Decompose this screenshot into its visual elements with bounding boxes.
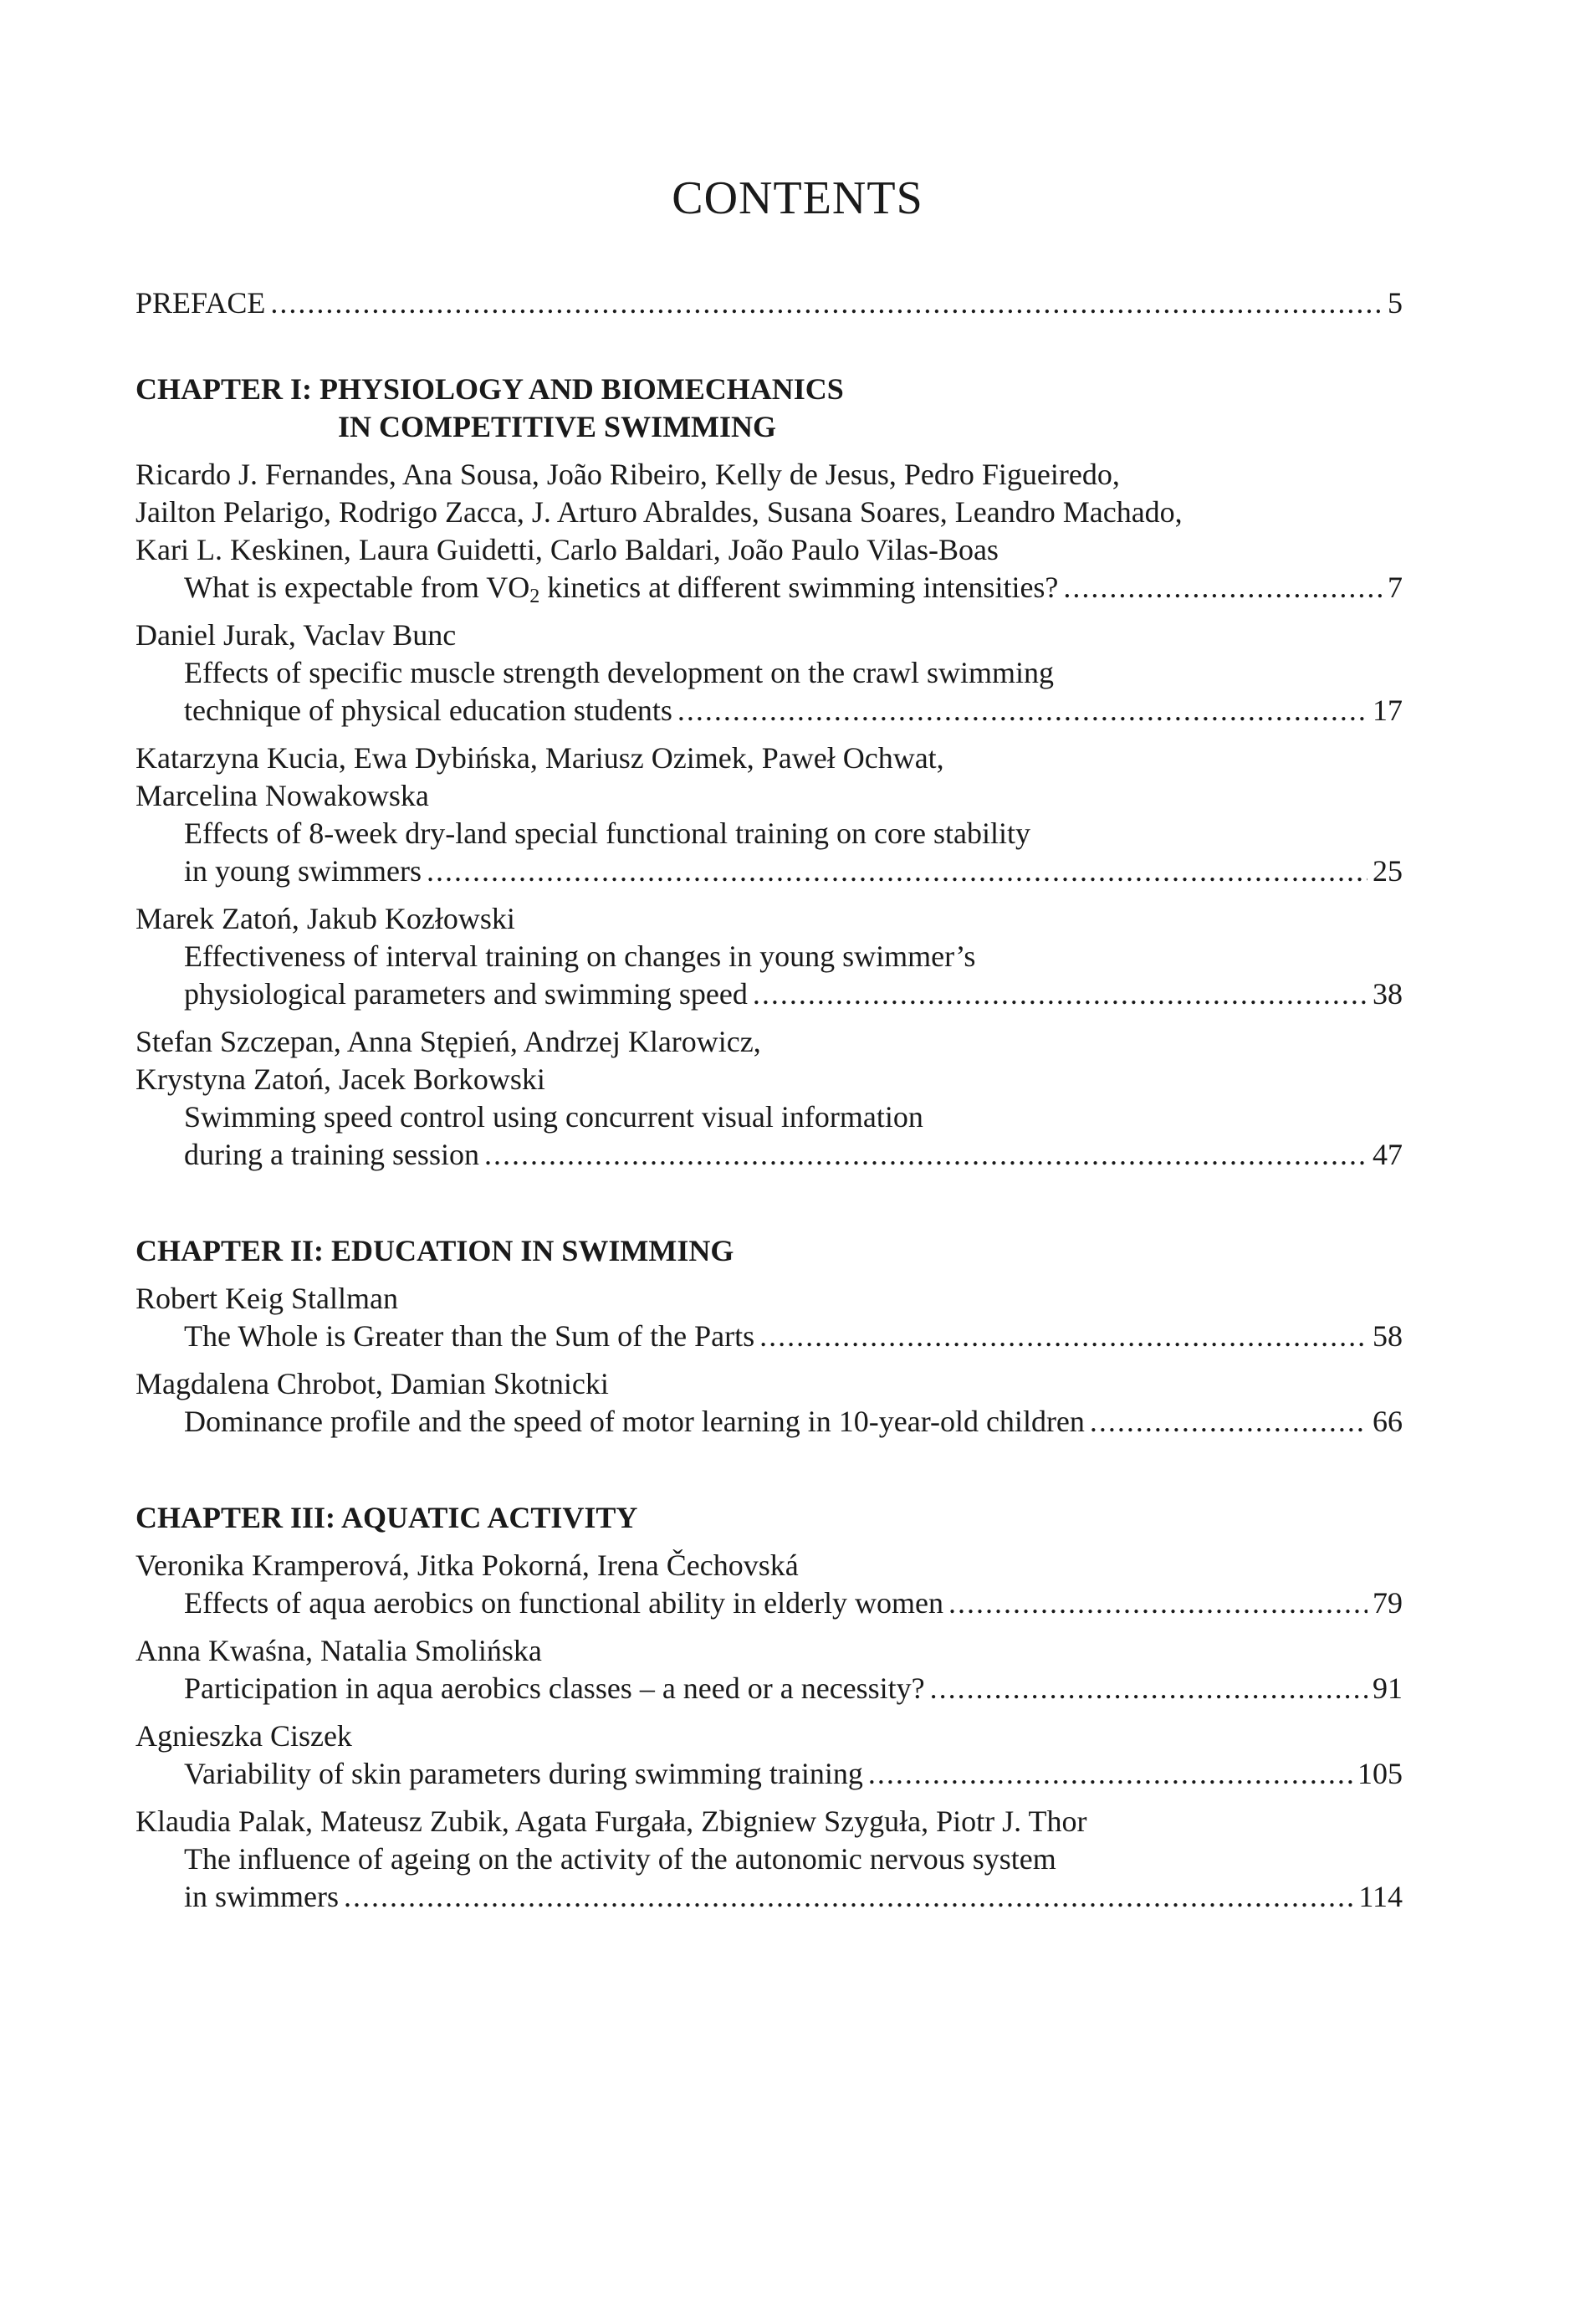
toc-entry[interactable] xyxy=(135,456,1403,607)
page-number: 7 xyxy=(1388,571,1403,604)
page-number: 114 xyxy=(1358,1880,1403,1913)
page-number: 38 xyxy=(1373,977,1403,1011)
toc-entry-preface[interactable] xyxy=(135,284,1403,322)
toc-entry[interactable] xyxy=(135,1547,1403,1622)
page-number: 91 xyxy=(1373,1671,1403,1705)
table-of-contents xyxy=(135,284,1403,1926)
dot-leader xyxy=(1090,1403,1368,1441)
entry-authors: Kari L. Keskinen, Laura Guidetti, Carlo Baldari, João Paulo Vilas-Boas xyxy=(135,533,999,566)
entry-authors: Veronika Kramperová, Jitka Pokorná, Irena Čechovská xyxy=(135,1548,799,1582)
entry-title: Effects of 8-week dry-land special functional training on core stability xyxy=(184,816,1030,850)
chapter-heading: CHAPTER II: EDUCATION IN SWIMMING xyxy=(135,1234,734,1267)
entry-title-row xyxy=(135,1403,1403,1441)
entry-title-row xyxy=(135,1755,1403,1793)
entry-title-row xyxy=(135,1136,1403,1174)
dot-leader xyxy=(270,284,1383,322)
chapter-heading: CHAPTER I: PHYSIOLOGY AND BIOMECHANICS xyxy=(135,372,844,406)
dot-leader xyxy=(930,1670,1368,1707)
entry-authors: Katarzyna Kucia, Ewa Dybińska, Mariusz Ozimek, Paweł Ochwat, xyxy=(135,741,944,775)
chapter-heading: CHAPTER III: AQUATIC ACTIVITY xyxy=(135,1501,638,1534)
dot-leader xyxy=(484,1136,1368,1174)
entry-title-row xyxy=(135,1318,1403,1355)
toc-entry[interactable] xyxy=(135,740,1403,890)
entry-authors: Marcelina Nowakowska xyxy=(135,779,429,812)
dot-leader xyxy=(759,1318,1368,1355)
toc-entry[interactable] xyxy=(135,1717,1403,1793)
page-number: 79 xyxy=(1373,1586,1403,1620)
entry-title: in swimmers xyxy=(184,1880,339,1913)
entry-title-row xyxy=(135,1878,1403,1916)
entry-title: in young swimmers xyxy=(184,854,422,888)
entry-authors: Robert Keig Stallman xyxy=(135,1282,398,1315)
entry-authors: Jailton Pelarigo, Rodrigo Zacca, J. Arturo Abraldes, Susana Soares, Leandro Machado, xyxy=(135,495,1183,529)
entry-authors: Daniel Jurak, Vaclav Bunc xyxy=(135,618,457,652)
chapter-heading-continued: IN COMPETITIVE SWIMMING xyxy=(338,410,777,443)
entry-title: during a training session xyxy=(184,1138,479,1171)
entry-title: The Whole is Greater than the Sum of the Parts xyxy=(184,1319,755,1353)
entry-authors: Magdalena Chrobot, Damian Skotnicki xyxy=(135,1367,609,1400)
entry-title: physiological parameters and swimming speed xyxy=(184,977,748,1011)
dot-leader xyxy=(868,1755,1352,1793)
dot-leader xyxy=(948,1584,1368,1622)
dot-leader xyxy=(427,852,1368,890)
entry-authors: Agnieszka Ciszek xyxy=(135,1719,352,1753)
page-number: 25 xyxy=(1373,854,1403,888)
entry-authors: Ricardo J. Fernandes, Ana Sousa, João Ribeiro, Kelly de Jesus, Pedro Figueiredo, xyxy=(135,458,1120,491)
entry-authors: Stefan Szczepan, Anna Stępień, Andrzej Klarowicz, xyxy=(135,1025,761,1058)
entry-title: Participation in aqua aerobics classes – a need or a necessity? xyxy=(184,1671,925,1705)
entry-title: What is expectable from $VO_2$ kinetics at different swimming intensities? xyxy=(184,571,1059,607)
toc-entry[interactable] xyxy=(135,900,1403,1013)
page-title: CONTENTS xyxy=(672,172,923,224)
toc-entry[interactable] xyxy=(135,1280,1403,1355)
entry-title: Effectiveness of interval training on changes in young swimmer’s xyxy=(184,939,976,973)
dot-leader xyxy=(677,692,1368,729)
entry-authors: Marek Zatoń, Jakub Kozłowski xyxy=(135,902,515,935)
dot-leader xyxy=(753,975,1368,1013)
toc-entry[interactable] xyxy=(135,1803,1403,1916)
entry-title: Effects of specific muscle strength development on the crawl swimming xyxy=(184,656,1055,689)
entry-authors: Klaudia Palak, Mateusz Zubik, Agata Furgała, Zbigniew Szyguła, Piotr J. Thor xyxy=(135,1804,1087,1838)
entry-title-row xyxy=(135,975,1403,1013)
entry-title: Dominance profile and the speed of motor learning in 10-year-old children xyxy=(184,1405,1085,1438)
entry-authors: Anna Kwaśna, Natalia Smolińska xyxy=(135,1634,542,1667)
page-number: 5 xyxy=(1388,286,1403,320)
entry-title-row xyxy=(135,1584,1403,1622)
entry-title: Swimming speed control using concurrent visual information xyxy=(184,1100,923,1134)
dot-leader xyxy=(1063,569,1383,607)
entry-title-row xyxy=(135,852,1403,890)
page-number: 58 xyxy=(1373,1319,1403,1353)
toc-entry[interactable] xyxy=(135,1365,1403,1441)
entry-title: technique of physical education students xyxy=(184,694,672,727)
toc-entry[interactable] xyxy=(135,1023,1403,1174)
page-number: 47 xyxy=(1373,1138,1403,1171)
toc-entry[interactable] xyxy=(135,1632,1403,1707)
entry-title: Variability of skin parameters during swimming training xyxy=(184,1757,863,1790)
entry-title-row xyxy=(135,692,1403,729)
entry-title: The influence of ageing on the activity of the autonomic nervous system xyxy=(184,1842,1056,1876)
toc-entry[interactable] xyxy=(135,617,1403,729)
page-number: 66 xyxy=(1373,1405,1403,1438)
entry-title-row xyxy=(135,569,1403,607)
entry-title-row xyxy=(135,1670,1403,1707)
page-number: 105 xyxy=(1357,1757,1403,1790)
entry-authors: Krystyna Zatoń, Jacek Borkowski xyxy=(135,1062,545,1096)
entry-title: Effects of aqua aerobics on functional ability in elderly women xyxy=(184,1586,944,1620)
dot-leader xyxy=(344,1878,1353,1916)
preface-label: PREFACE xyxy=(135,286,266,320)
page-number: 17 xyxy=(1373,694,1403,727)
